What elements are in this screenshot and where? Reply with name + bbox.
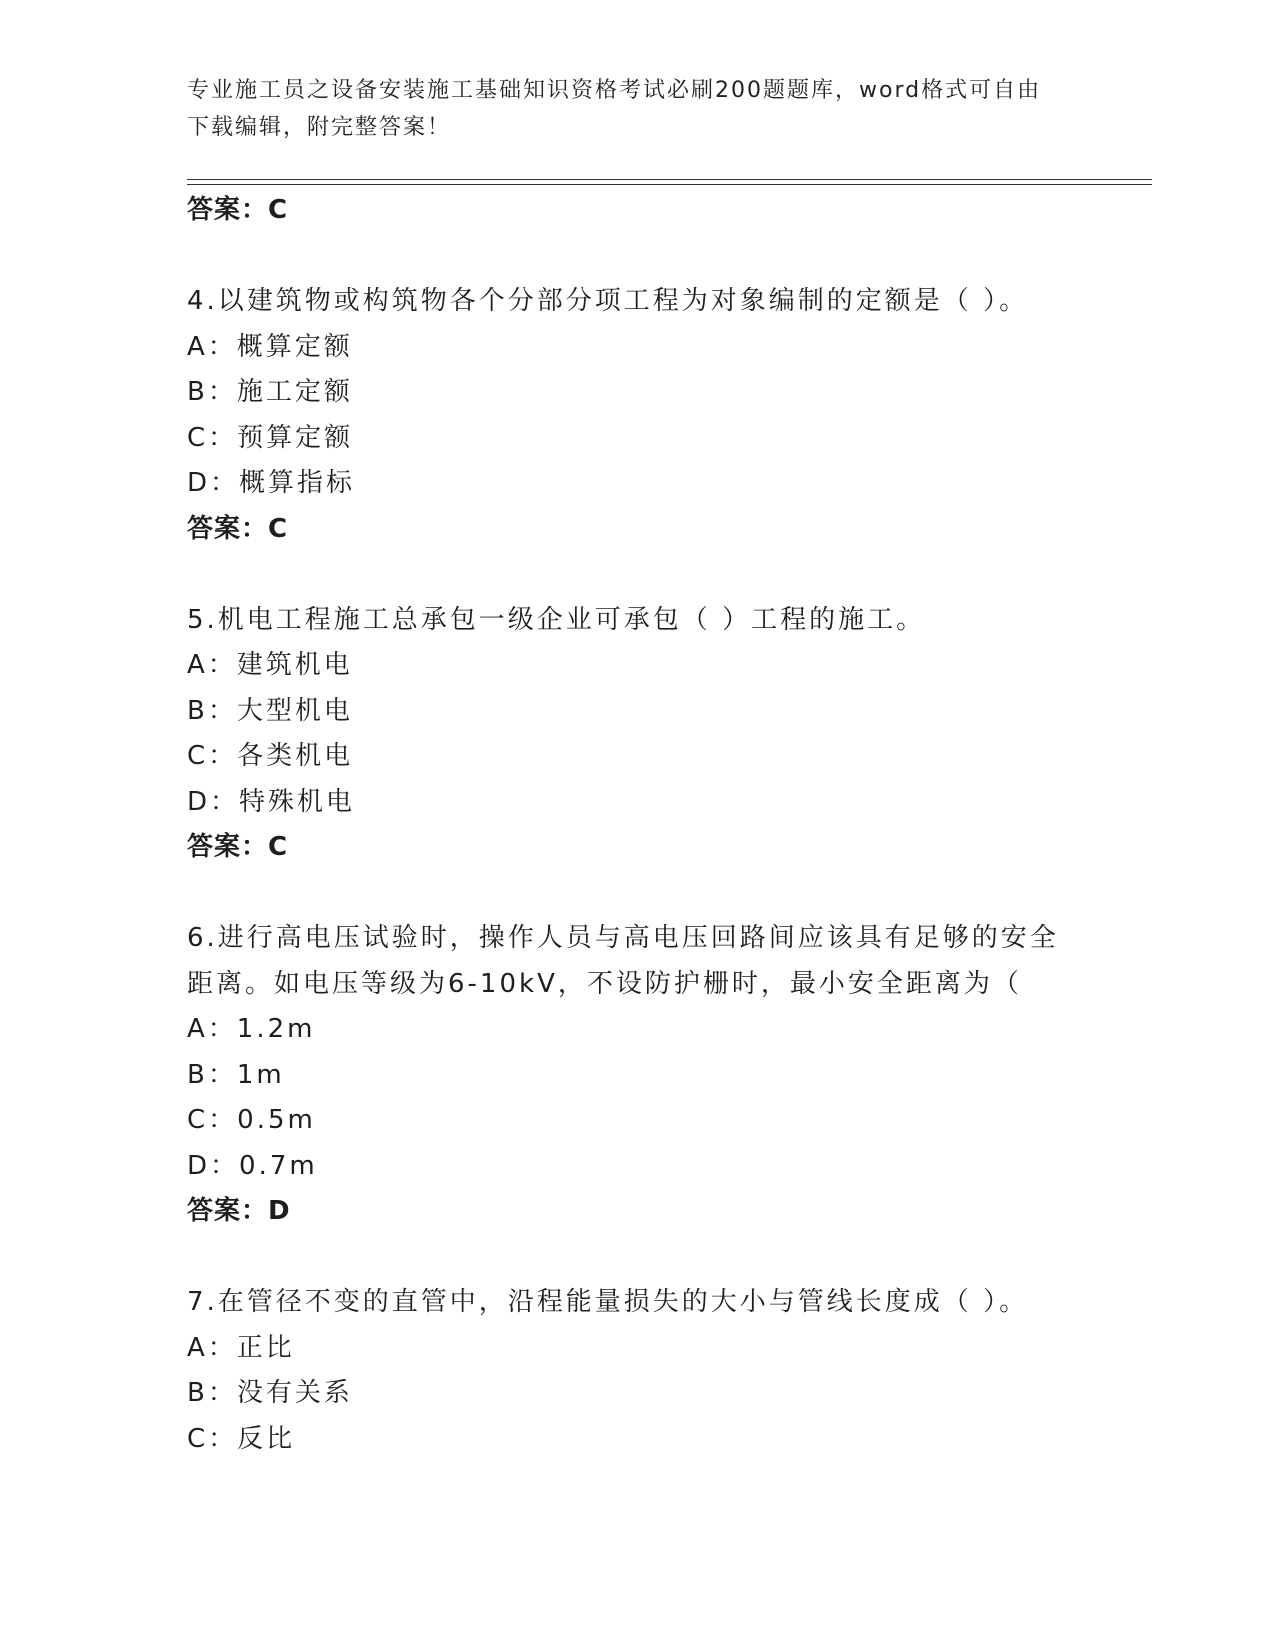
answer-line: 答案：C <box>187 513 289 544</box>
question-list <box>187 188 1152 1462</box>
option-a: A：建筑机电 <box>187 650 353 680</box>
question-5 <box>187 598 1152 871</box>
option-a: A：概算定额 <box>187 331 353 362</box>
option-c: C：反比 <box>187 1423 296 1454</box>
answer-line: 答案：C <box>187 195 289 225</box>
option-d: D：概算指标 <box>187 468 356 498</box>
question-6 <box>187 916 1152 1235</box>
spacer <box>187 871 1152 917</box>
header-line-2: 下载编辑，附完整答案！ <box>187 115 452 140</box>
question-text: 6.进行高电压试验时，操作人员与高电压回路间应该具有足够的安全 <box>187 923 1059 953</box>
question-4 <box>187 279 1152 552</box>
header-line-1: 专业施工员之设备安装施工基础知识资格考试必刷200题题库，word格式可自由 <box>187 78 1042 103</box>
option-c: C：预算定额 <box>187 422 354 453</box>
option-d: D：特殊机电 <box>187 786 356 817</box>
spacer <box>187 234 1152 280</box>
question-7 <box>187 1280 1152 1462</box>
spacer <box>187 552 1152 598</box>
option-c: C：各类机电 <box>187 741 354 771</box>
question-text: 5.机电工程施工总承包一级企业可承包（ ）工程的施工。 <box>187 604 926 635</box>
document-header <box>187 72 1087 146</box>
answer-line: 答案：C <box>187 832 289 862</box>
option-a: A：1.2m <box>187 1014 316 1044</box>
option-b: B：大型机电 <box>187 695 353 726</box>
option-b: B：施工定额 <box>187 377 353 407</box>
header-divider-bottom <box>187 184 1152 185</box>
option-d: D：0.7m <box>187 1150 318 1181</box>
option-b: B：没有关系 <box>187 1378 353 1408</box>
option-c: C：0.5m <box>187 1105 316 1135</box>
answer-line: 答案：D <box>187 1196 291 1226</box>
option-b: B：1m <box>187 1059 285 1090</box>
question-text: 7.在管径不变的直管中，沿程能量损失的大小与管线长度成（ ）。 <box>187 1287 1029 1317</box>
spacer <box>187 1235 1152 1281</box>
question-text-continued: 距离。如电压等级为6-10kV，不设防护栅时，最小安全距离为（ <box>187 968 1022 999</box>
question-text: 4.以建筑物或构筑物各个分部分项工程为对象编制的定额是（ ）。 <box>187 286 1029 316</box>
header-divider-top <box>187 179 1152 180</box>
option-a: A：正比 <box>187 1332 295 1363</box>
